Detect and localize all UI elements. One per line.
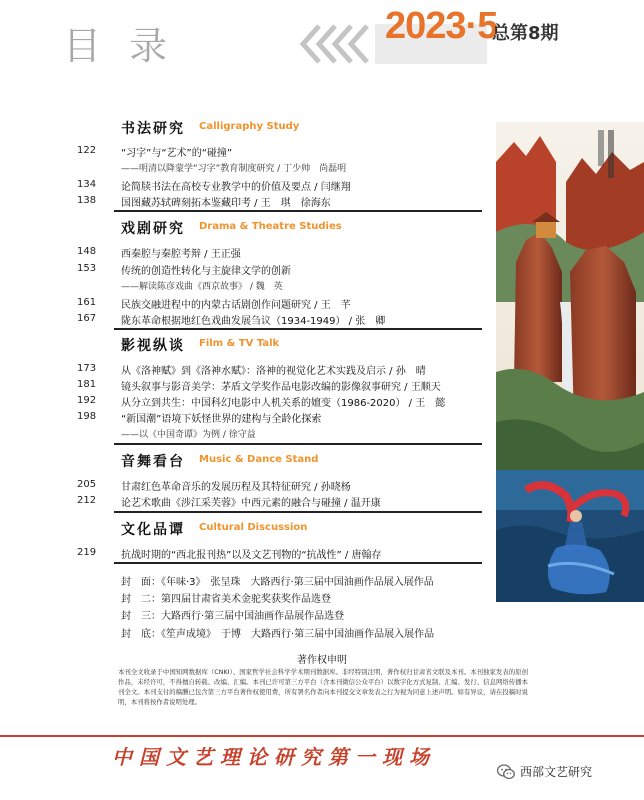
page-number: 198: [77, 411, 97, 422]
wechat-account[interactable]: [497, 763, 592, 780]
section-title: 影视纵谈: [121, 338, 185, 354]
cover-label: 封 二：: [121, 594, 161, 605]
article-subtitle: ——明清以降蒙学“习字”教育制度研究 / 丁少帅 尚磊明: [121, 164, 347, 174]
section-divider: [114, 443, 482, 445]
cover-text: 第四届甘肃省美术金驼奖获奖作品选登: [161, 594, 331, 605]
cover-item: [121, 573, 434, 588]
article-subtitle: ——解读陈彦戏曲《西京故事》 / 魏 英: [121, 282, 283, 292]
page-title: 目 录: [63, 24, 176, 68]
cover-label: 封 面：: [121, 577, 161, 588]
page-number: 134: [77, 179, 97, 190]
article-title[interactable]: 国图藏苏轼碑刻拓本鉴藏印考 / 王 琪 徐海东: [121, 198, 331, 209]
article-title[interactable]: 民族交融进程中的内蒙古话剧创作问题研究 / 王 芊: [121, 300, 351, 311]
section-divider: [114, 210, 482, 212]
footer-slogan: 中国文艺理论研究第一现场: [112, 745, 436, 769]
footer-divider: [0, 735, 644, 737]
article-subtitle: ——以《中国奇谭》为例 / 徐守益: [121, 430, 256, 440]
article-title[interactable]: 论艺术歌曲《涉江采芙蓉》中西元素的融合与碰撞 / 温开康: [121, 498, 381, 509]
cover-text: 《年味·3》 张呈珠 大路西行·第三届中国油画作品展入展作品: [161, 577, 434, 588]
section-title-en: Cultural Discussion: [199, 522, 308, 533]
cover-item: [121, 607, 344, 622]
section-divider: [114, 328, 482, 330]
cover-label: 封 三：: [121, 611, 161, 622]
article-title[interactable]: 甘肃红色革命音乐的发展历程及其特征研究 / 孙晓杨: [121, 482, 351, 493]
section-divider: [114, 562, 482, 564]
total-issue: 总第8期: [492, 23, 559, 44]
section-title: 戏剧研究: [121, 221, 185, 237]
article-title[interactable]: “习字”与“艺术”的“碰撞”: [121, 148, 233, 159]
page-number: 219: [77, 547, 97, 558]
article-title[interactable]: “新国潮”语境下妖怪世界的建构与全龄化探索: [121, 414, 322, 425]
article-title[interactable]: 传统的创造性转化与主旋律文学的创新: [121, 266, 291, 277]
page-number: 122: [77, 145, 97, 156]
article-title[interactable]: 论简牍书法在高校专业教学中的价值及要点 / 闫继翔: [121, 182, 351, 193]
article-title[interactable]: 西秦腔与秦腔考辩 / 王正强: [121, 249, 241, 260]
cover-text: 《笙声成境》 于博 大路西行·第三届中国油画作品展入展作品: [161, 629, 435, 640]
page-number: 148: [77, 246, 97, 257]
section-title: 文化品谭: [121, 522, 185, 538]
page-number: 138: [77, 195, 97, 206]
year-issue: 2023·5: [385, 5, 498, 47]
page-number: 167: [77, 313, 97, 324]
landscape-painting: [496, 122, 644, 470]
wechat-icon: [497, 764, 515, 780]
section-title-en: Film & TV Talk: [199, 338, 280, 349]
cover-text: 大路西行·第三届中国油画作品展作品选登: [161, 611, 345, 622]
page-number: 205: [77, 479, 97, 490]
page-number: 153: [77, 263, 97, 274]
wechat-account-name: 西部文艺研究: [520, 765, 593, 779]
article-title[interactable]: 从《洛神赋》到《洛神水赋》：洛神的视觉化艺术实践及启示 / 孙 晴: [121, 366, 426, 377]
section-title-en: Drama & Theatre Studies: [199, 221, 342, 232]
page-number: 161: [77, 297, 97, 308]
cover-item: [121, 590, 331, 605]
article-title[interactable]: 抗战时期的“西北报刊热”以及文艺刊物的“抗战性” / 唐翰存: [121, 550, 382, 561]
section-title-en: Calligraphy Study: [199, 121, 300, 132]
page-number: 192: [77, 395, 97, 406]
cover-item: [121, 625, 434, 640]
section-title: 书法研究: [121, 121, 185, 137]
section-title-en: Music & Dance Stand: [199, 454, 319, 465]
article-title[interactable]: 从分立到共生：中国科幻电影中人机关系的嬗变（1986-2020） / 王 懿: [121, 398, 446, 409]
article-title[interactable]: 陇东革命根据地红色戏曲发展刍议（1934-1949） / 张 卿: [121, 316, 386, 327]
page-number: 181: [77, 379, 97, 390]
dancer-painting: [496, 470, 644, 602]
copyright-title: 著作权申明: [297, 655, 347, 666]
page-number: 212: [77, 495, 97, 506]
cover-label: 封 底：: [121, 629, 161, 640]
section-title: 音舞看台: [121, 454, 185, 470]
page-number: 173: [77, 363, 97, 374]
copyright-body: 本刊全文收录于中国知网数据库（CNKI）、国家哲学社会科学学术期刊数据库。非经特别注明，著作权归甘肃省文联及本刊。本刊独家发表的原创作品，未经许可，不得擅自转载、改编、汇编。本刊已许可第三方平台（含本刊微信公众平台）以数字化方式复制、汇编、发行、信息网络传播本刊全文。本刊支付的稿酬已包含第三方平台著作权使用费，所有署名作者向本刊提交文章发表之行为视为同意上述声明。如有异议，请在投稿时说明，本刊将按作者说明处理。: [118, 668, 528, 706]
section-divider: [114, 511, 482, 513]
article-title[interactable]: 镜头叙事与影音美学：茅盾文学奖作品电影改编的影像叙事研究 / 王顺天: [121, 382, 441, 393]
